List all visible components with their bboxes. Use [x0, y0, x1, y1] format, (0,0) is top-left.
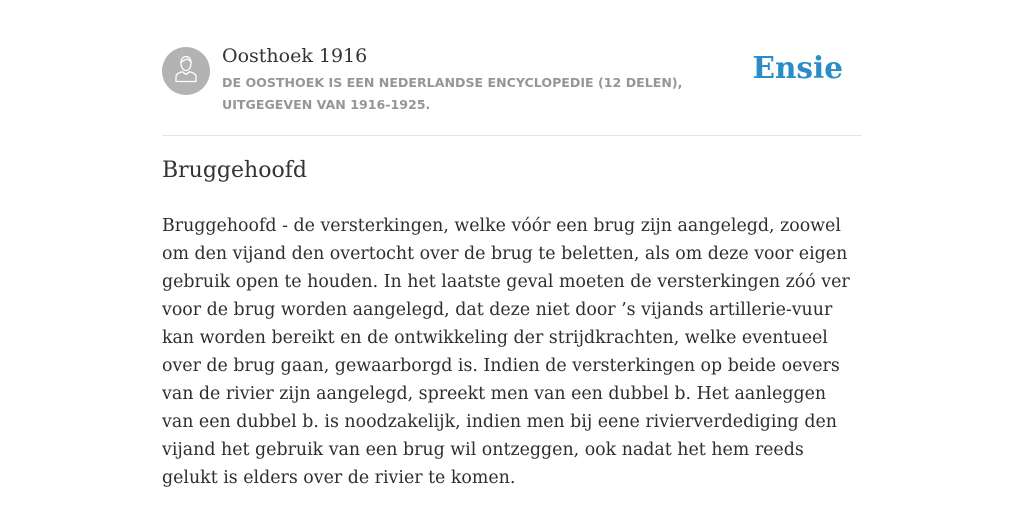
entry-body: Bruggehoofd - de versterkingen, welke vóór een brug zijn aangelegd, zoowel om den vijand den overtocht over de brug te beletten, als om deze voor eigen gebruik open te houden. In het laatste geval moeten de versterkingen zóó ver voor de brug worden aangelegd, dat deze niet door ’s vijands artillerie-vuur kan worden bereikt en de ontwikkeling der strijdkrachten, welke eventueel over de brug gaan, gewaarborgd is. Indien de versterkingen op beide oevers van de rivier zijn aangelegd, spreekt men van een dubbel b. Het aanleggen van een dubbel b. is noodzakelijk, indien men bij eene rivierverdediging den vijand het gebruik van een brug wil ontzeggen, ook nadat het hem reeds gelukt is elders over de rivier te komen. — [162, 216, 850, 488]
ensie-logo-link[interactable]: Ensie — [752, 50, 843, 85]
source-title[interactable]: Oosthoek 1916 — [222, 45, 368, 67]
source-header — [162, 44, 862, 118]
header-divider — [162, 135, 862, 136]
source-avatar[interactable] — [162, 47, 210, 95]
entry-title: Bruggehoofd — [162, 158, 307, 183]
user-silhouette-icon — [162, 47, 210, 95]
source-description: DE OOSTHOEK IS EEN NEDERLANDSE ENCYCLOPEDIE (12 DELEN), UITGEGEVEN VAN 1916-1925. — [222, 75, 683, 112]
